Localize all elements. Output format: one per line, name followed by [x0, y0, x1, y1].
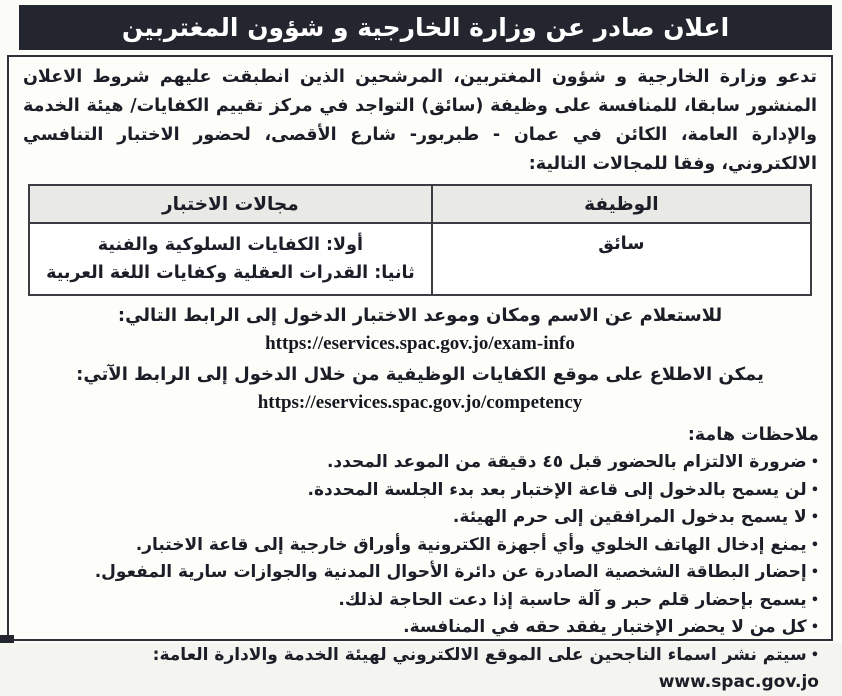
announcement-title-bar — [19, 5, 832, 50]
competency-link-label: يمكن الاطلاع على موقع الكفايات الوظيفية من خلال الدخول إلى الرابط الآتي: — [76, 364, 764, 385]
competency-link-block — [21, 361, 819, 416]
column-header-job: الوظيفة — [432, 185, 811, 223]
exam-areas-value — [29, 223, 432, 295]
table-row — [29, 223, 811, 295]
scan-artifact — [0, 635, 14, 643]
note-item — [21, 642, 819, 696]
bullet-icon: • — [810, 620, 819, 635]
bullet-icon: • — [810, 537, 819, 553]
page-title: اعلان صادر عن وزارة الخارجية و شؤون المغتربين — [121, 13, 730, 42]
bullet-icon: • — [810, 647, 819, 663]
note-text: ضرورة الالتزام بالحضور قبل ٤٥ دقيقة من الموعد المحدد. — [326, 452, 807, 472]
exam-info-link-block — [21, 302, 819, 357]
announcement-body — [7, 55, 833, 692]
note-item — [21, 587, 819, 615]
bullet-icon: • — [810, 455, 819, 470]
note-item — [21, 559, 819, 587]
note-text: لن يسمح بالدخول إلى قاعة الإختبار بعد بدء الجلسة المحددة. — [307, 479, 807, 500]
notes-heading: ملاحظات هامة: — [687, 425, 819, 445]
job-value: سائق — [432, 223, 811, 295]
exam-area-second: ثانيا: القدرات العقلية وكفايات اللغة العربية — [46, 263, 415, 283]
note-text: يمنع إدخال الهاتف الخلوي وأي أجهزة الكترونية وأوراق خارجية إلى قاعة الاختبار. — [135, 534, 807, 555]
intro-paragraph: تدعو وزارة الخارجية و شؤون المغتربين، المرشحين الذين انطبقت عليهم شروط الاعلان المنشور سابقا، للمنافسة على وظيفة (سائق) التواجد في مركز تقييم الكفايات/ هيئة الخدمة والإدارة العامة، الكائن في عمان - طبربور- شارع الأقصى، لحضور الاختبار التنافسي الالكتروني، وفقا للمجالات التالية: — [23, 67, 817, 174]
note-text: كل من لا يحضر الإختبار يفقد حقه في المنافسة. — [403, 617, 807, 637]
note-text: يسمح بإحضار قلم حبر و آلة حاسبة إذا دعت الحاجة لذلك. — [338, 589, 807, 610]
competency-link[interactable]: https://eservices.spac.gov.jo/competency — [257, 392, 583, 413]
note-text: لا يسمح بدخول المرافقين إلى حرم الهيئة. — [452, 507, 807, 527]
exam-area-first: أولا: الكفايات السلوكية والفنية — [97, 235, 363, 255]
exam-info-link-label: للاستعلام عن الاسم ومكان وموعد الاختبار الدخول إلى الرابط التالي: — [117, 305, 723, 326]
bullet-icon: • — [810, 592, 819, 608]
note-item — [21, 477, 819, 505]
table-header-row — [29, 185, 811, 223]
note-item — [21, 532, 819, 560]
note-text: سيتم نشر اسماء الناجحين على الموقع الالكتروني لهيئة الخدمة والادارة العامة: www.spac.gov.jo — [152, 644, 819, 692]
note-item — [21, 614, 819, 642]
column-header-exam-areas: مجالات الاختبار — [29, 185, 432, 223]
note-item — [21, 504, 819, 532]
note-item — [21, 449, 819, 477]
bullet-icon: • — [810, 565, 819, 580]
bullet-icon: • — [810, 510, 819, 525]
bullet-icon: • — [810, 482, 819, 498]
note-text: إحضار البطاقة الشخصية الصادرة عن دائرة الأحوال المدنية والجوازات سارية المفعول. — [94, 562, 807, 582]
notes-section — [21, 422, 819, 696]
exam-info-link[interactable]: https://eservices.spac.gov.jo/exam-info — [265, 333, 575, 354]
exam-table — [28, 184, 812, 296]
